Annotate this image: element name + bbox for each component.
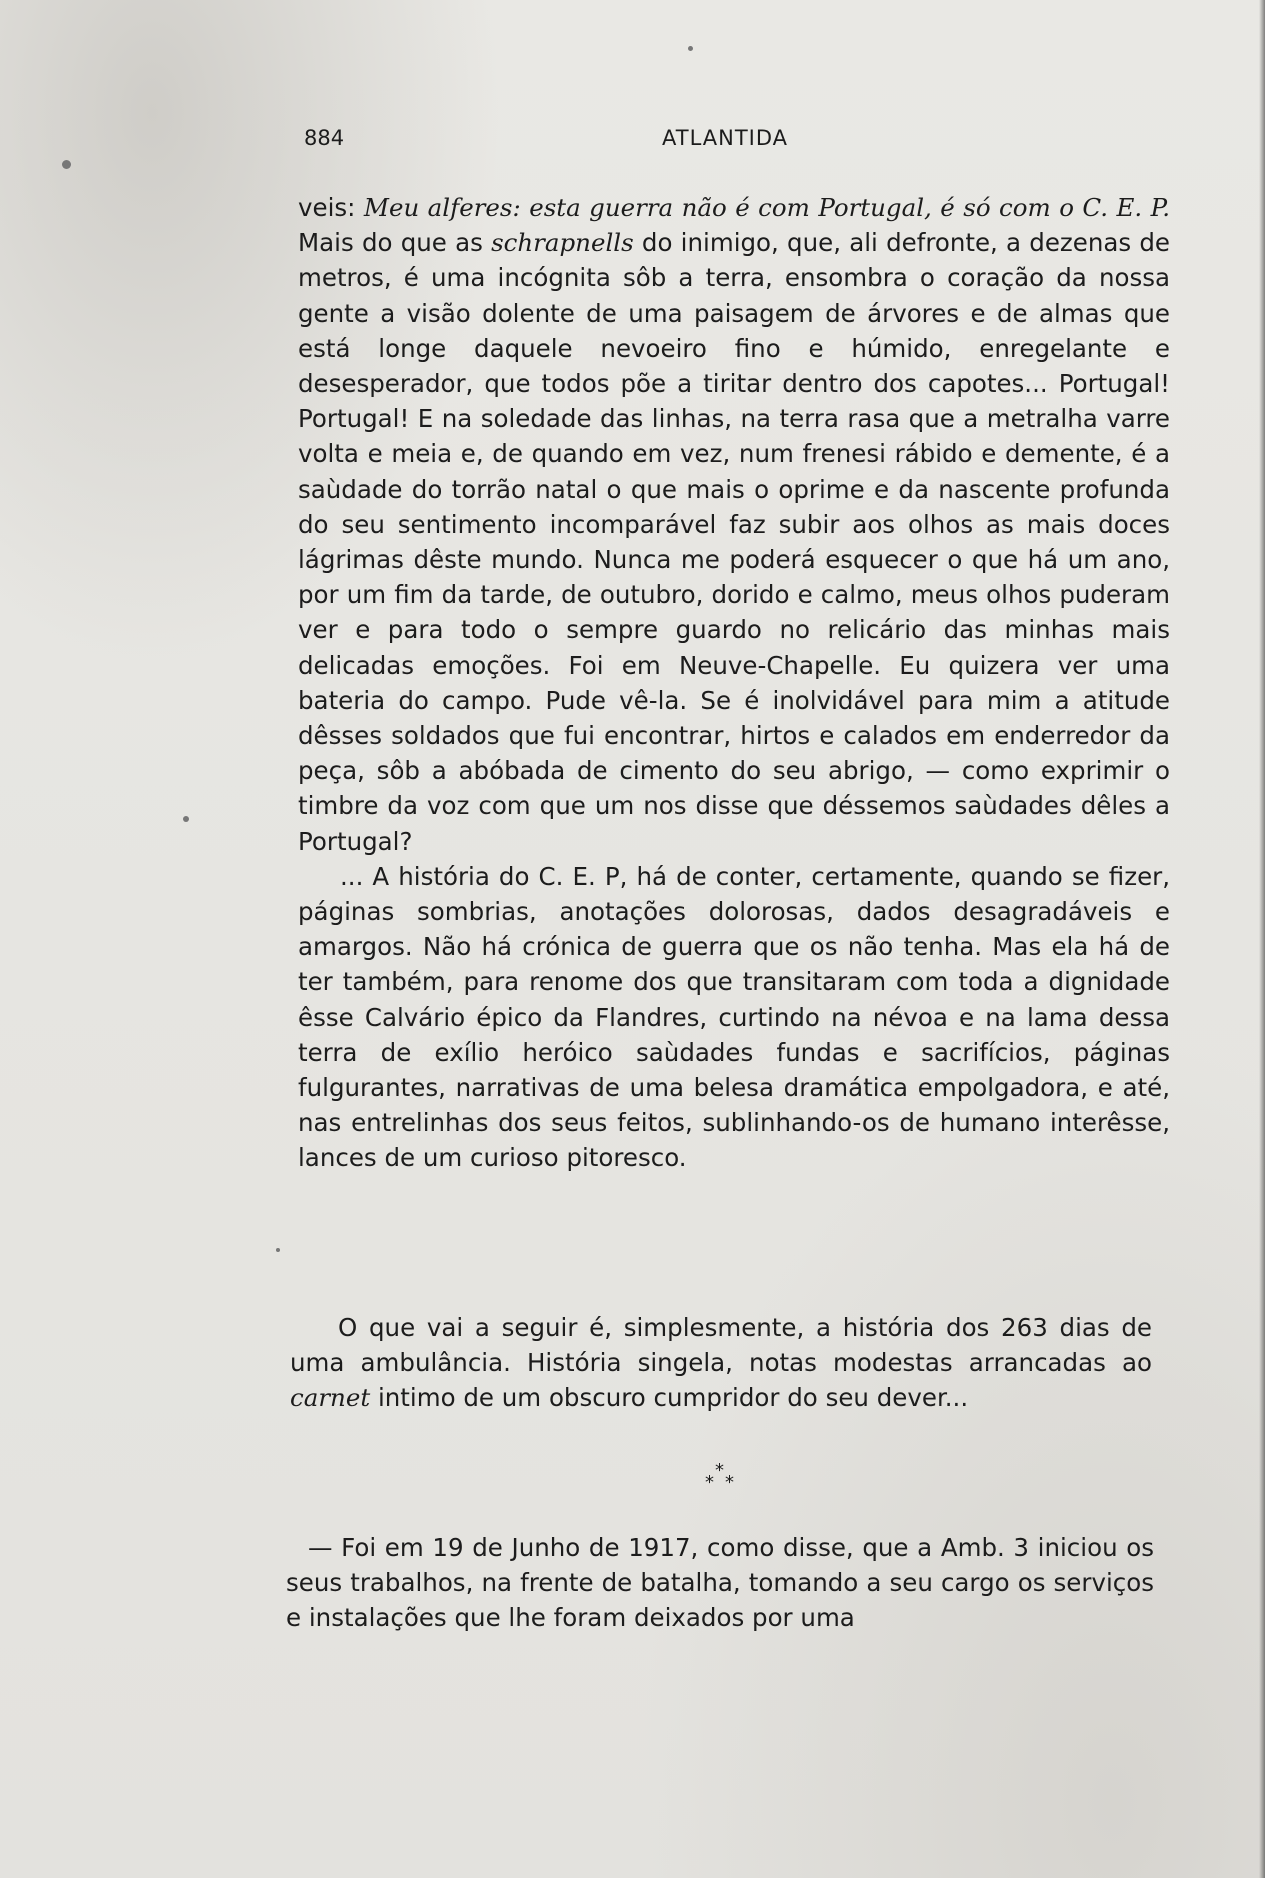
- asterism-star: *: [705, 1472, 714, 1493]
- paragraph-1: [298, 190, 1170, 859]
- body-text-continued: [290, 1310, 1152, 1416]
- paper-speck: [62, 160, 71, 169]
- paper-speck: [688, 46, 693, 51]
- italic-quote: Meu alferes: esta guerra não é com Portugal, é só com o C. E. P.: [363, 193, 1170, 222]
- paper-speck: [183, 816, 189, 822]
- body-text-section-2: [286, 1530, 1154, 1636]
- asterism-star: *: [725, 1472, 734, 1493]
- italic-term: carnet: [290, 1383, 371, 1413]
- journal-title: ATLANTIDA: [662, 126, 789, 150]
- text-run: veis:: [298, 193, 364, 222]
- text-run: O que vai a seguir é, simplesmente, a história dos 263 dias de uma ambulância. História singela, notas modestas arrancadas ao: [290, 1313, 1152, 1378]
- page-edge-shadow: [1259, 0, 1265, 1878]
- text-run: do inimigo, que, ali defronte, a dezenas de metros, é uma incógnita sôb a terra, ensombra o coração da nossa gente a visão dolente de uma paisagem de árvores e de almas que está longe daquele nevoeiro fino e húmido, enregelante e desesperador, que todos põe a tiritar dentro dos capotes... Portugal! Portugal! E na soledade das linhas, na terra rasa que a metralha varre volta e meia e, de quando em vez, num frenesi rábido e demente, é a saùdade do torrão natal o que mais o oprime e da nascente profunda do seu sentimento incomparável faz subir aos olhos as mais doces lágrimas dêste mundo. Nunca me poderá esquecer o que há um ano, por um fim da tarde, de outubro, dorido e calmo, meus olhos puderam ver e para todo o sempre guardo no relicário das minhas mais delicadas emoções. Foi em Neuve-Chapelle. Eu quizera ver uma bateria do campo. Pude vê-la. Se é inolvidável para mim a atitude dêsses soldados que fui encontrar, hirtos e calados em enderredor da peça, sôb a abóbada de cimento do seu abrigo, — como exprimir o timbre da voz com que um nos disse que déssemos saùdades dêles a Portugal?: [298, 228, 1170, 856]
- italic-term: schrapnells: [491, 228, 634, 258]
- text-run: Mais do que as: [298, 228, 492, 258]
- section-asterism: [693, 1460, 753, 1500]
- page-number: 884: [304, 126, 345, 150]
- paper-speck: [276, 1248, 280, 1252]
- paragraph-4: — Foi em 19 de Junho de 1917, como disse, que a Amb. 3 iniciou os seus trabalhos, na frente de batalha, tomando a seu cargo os serviços e instalações que lhe foram deixados por uma: [286, 1533, 1154, 1633]
- text-run: intimo de um obscuro cumpridor do seu dever...: [370, 1383, 969, 1413]
- paragraph-3: [290, 1310, 1152, 1416]
- paragraph-2: ... A história do C. E. P, há de conter, certamente, quando se fizer, páginas sombrias, anotações dolorosas, dados desagradáveis e amargos. Não há crónica de guerra que os não tenha. Mas ela há de ter também, para renome dos que transitaram com toda a dignidade êsse Calvário épico da Flandres, curtindo na névoa e na lama dessa terra de exílio heróico saùdades fundas e sacrifícios, páginas fulgurantes, narrativas de uma belesa dramática empolgadora, e até, nas entrelinhas dos seus feitos, sublinhando-os de humano interêsse, lances de um curioso pitoresco.: [298, 861, 1170, 1173]
- asterism-star: *: [715, 1460, 724, 1481]
- body-text: [298, 190, 1170, 1176]
- running-head: [304, 126, 1184, 156]
